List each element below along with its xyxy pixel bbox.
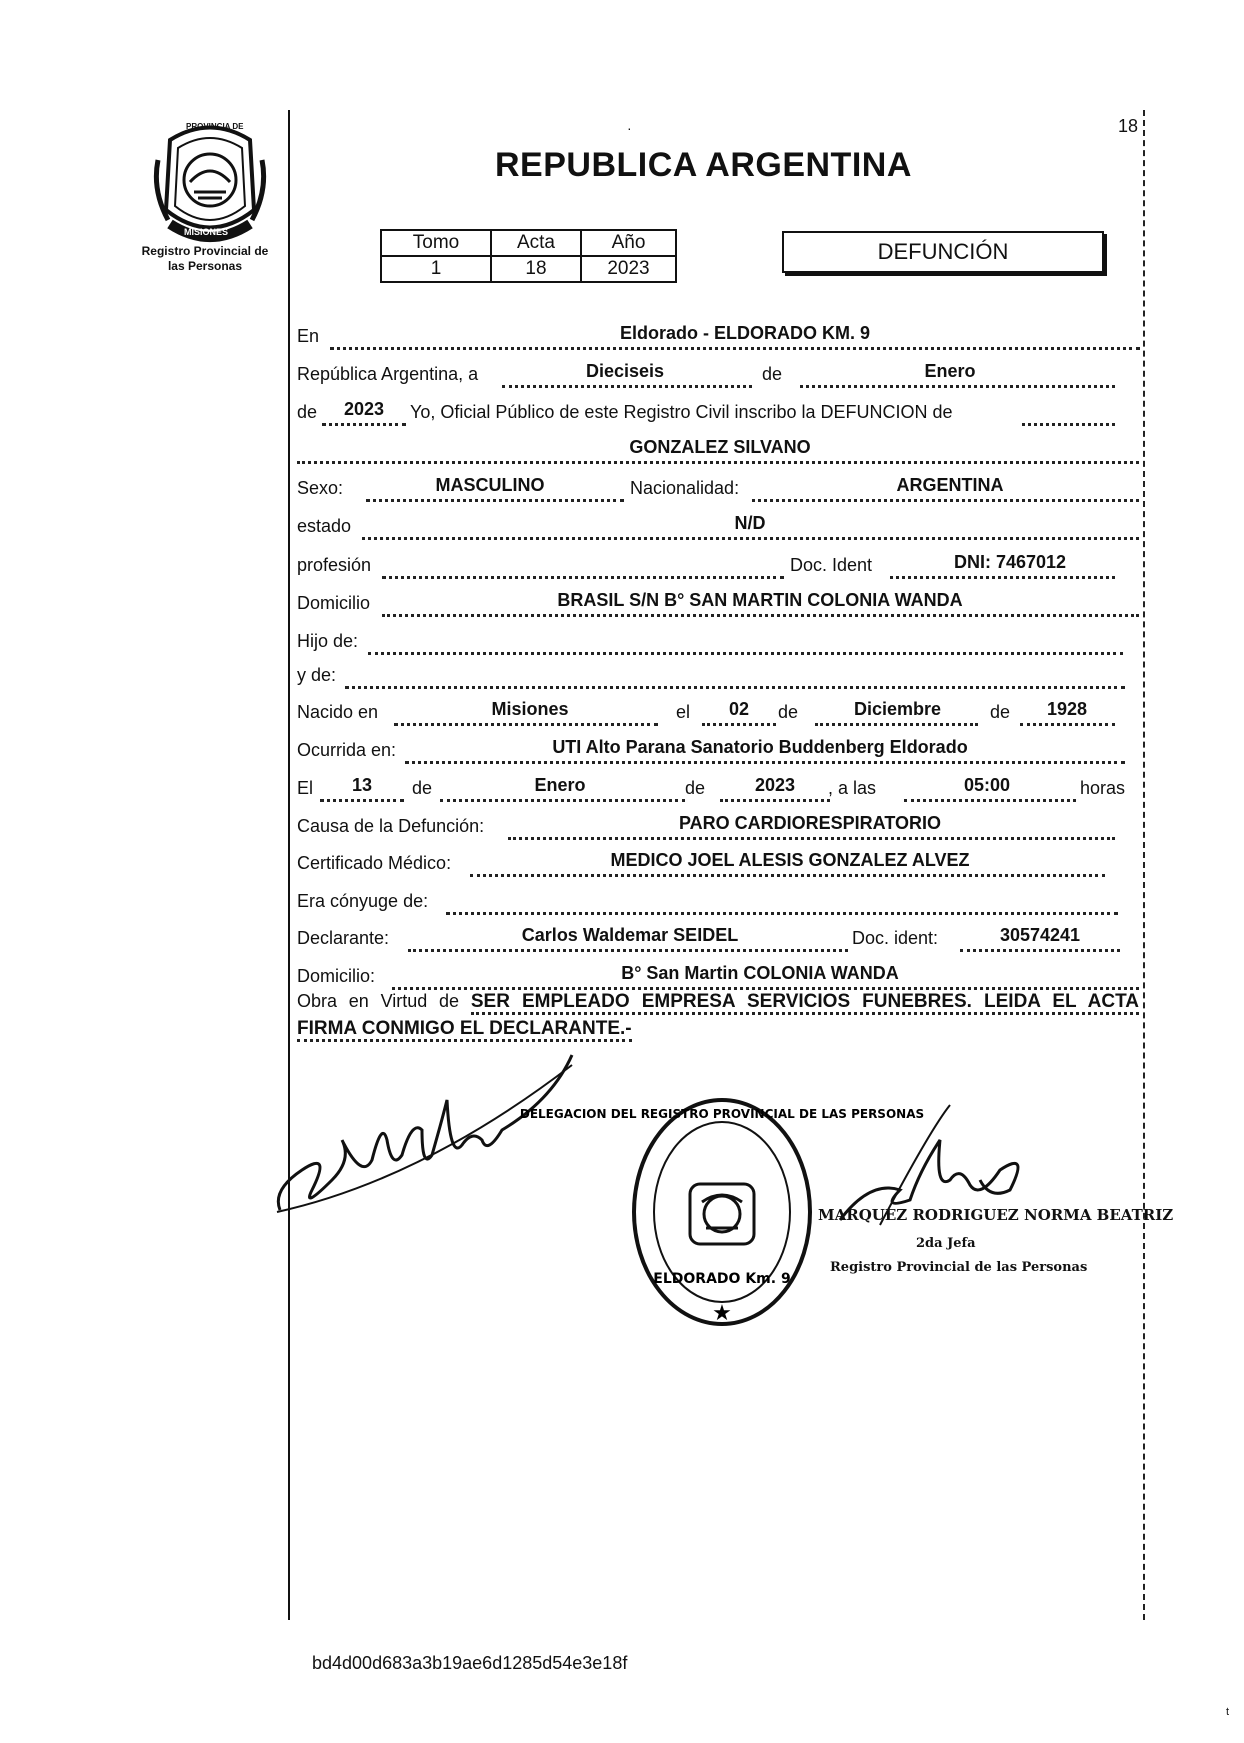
ocurrida-value: UTI Alto Parana Sanatorio Buddenberg Eldorado [552, 737, 968, 757]
nacido-anio: 1928 [1046, 699, 1088, 719]
tomo-header: Tomo [381, 230, 491, 256]
nacido-mes: Diciembre [853, 699, 942, 719]
dotted-line [408, 949, 848, 952]
en-label: En [297, 326, 320, 346]
domicilio-value: BRASIL S/N B° SAN MARTIN COLONIA WANDA [557, 590, 963, 610]
dotted-line [502, 385, 752, 388]
republica-label: República Argentina, a [297, 364, 479, 384]
dotted-line [508, 837, 1115, 840]
de-label: de [685, 778, 706, 798]
declarant-signature [272, 1060, 572, 1220]
estado-value: N/D [734, 513, 766, 533]
profesion-label: profesión [297, 555, 372, 575]
alas-label: , a las [828, 778, 877, 798]
acta-header: Acta [491, 230, 581, 256]
intro-text: Yo, Oficial Público de este Registro Civil inscribo la DEFUNCION de [410, 402, 953, 422]
page-title: REPUBLICA ARGENTINA [495, 146, 912, 184]
nacido-dia: 02 [728, 699, 750, 719]
dotted-line [752, 499, 1139, 502]
dotted-line [1020, 723, 1115, 726]
dotted-line [720, 799, 830, 802]
causa-label: Causa de la Defunción: [297, 816, 485, 836]
dotted-line [320, 799, 404, 802]
org-line-2: las Personas [167, 259, 243, 273]
obra-label: Obra en Virtud de [297, 991, 460, 1011]
anio-header: Año [581, 230, 676, 256]
dotted-line [322, 423, 406, 426]
causa-value: PARO CARDIORESPIRATORIO [678, 813, 942, 833]
dotted-line [440, 799, 685, 802]
estado-label: estado [297, 516, 352, 536]
obra-text-1: SER EMPLEADO EMPRESA SERVICIOS FUNEBRES. LEIDA EL ACTA [471, 991, 1139, 1015]
dotted-line [382, 614, 1139, 617]
muerte-mes: Enero [534, 775, 586, 795]
doc-ident-value: DNI: 7467012 [953, 552, 1067, 572]
dotted-line [394, 723, 658, 726]
declarante-label: Declarante: [297, 928, 390, 948]
dotted-line [1022, 423, 1115, 426]
registry-table [380, 229, 677, 283]
de-label: de [412, 778, 433, 798]
dotted-line [345, 686, 1125, 689]
declarante-domicilio: B° San Martin COLONIA WANDA [621, 963, 899, 983]
sexo-label: Sexo: [297, 478, 344, 498]
muerte-dia: 13 [351, 775, 373, 795]
signatory-name: MARQUEZ RODRIGUEZ NORMA BEATRIZ [818, 1206, 1174, 1224]
day-written: Dieciseis [585, 361, 665, 381]
logo-text-bottom: MISIONES [184, 227, 229, 237]
anio-value: 2023 [581, 256, 676, 282]
mark: t [1226, 1706, 1230, 1718]
dotted-line [960, 949, 1120, 952]
domicilio-label: Domicilio [297, 593, 371, 613]
svg-text:★: ★ [712, 1301, 732, 1326]
acta-value: 18 [491, 256, 581, 282]
nacionalidad-label: Nacionalidad: [630, 478, 740, 498]
dotted-line [405, 761, 1125, 764]
obra-paragraph [297, 988, 1139, 1042]
dotted-line [446, 912, 1118, 915]
dotted-line [815, 723, 978, 726]
deceased-name: GONZALEZ SILVANO [629, 437, 811, 457]
certificado-label: Certificado Médico: [297, 853, 452, 873]
hijo-label: Hijo de: [297, 631, 359, 651]
stamp-ring-text: DELEGACION DEL REGISTRO PROVINCIAL DE LAS PERSONAS [519, 1107, 925, 1121]
El-label: El [297, 778, 314, 798]
org-line-1: Registro Provincial de [141, 244, 269, 258]
official-stamp [519, 1098, 925, 1326]
horas-label: horas [1080, 778, 1126, 798]
tomo-value: 1 [381, 256, 491, 282]
dotted-line [297, 461, 1139, 464]
dotted-line [890, 576, 1115, 579]
dotted-line [366, 499, 624, 502]
en-value: Eldorado - ELDORADO KM. 9 [619, 323, 870, 343]
conyuge-label: Era cónyuge de: [297, 891, 429, 911]
signatory-office: Registro Provincial de las Personas [830, 1260, 1088, 1275]
document-hash: bd4d00d683a3b19ae6d1285d54e3e18f [312, 1653, 628, 1673]
obra-text-2: FIRMA CONMIGO EL DECLARANTE.- [297, 1018, 632, 1042]
dotted-line [362, 537, 1139, 540]
el-label: el [676, 702, 691, 722]
organization-name [120, 244, 290, 274]
doc-ident-label: Doc. Ident [790, 555, 873, 575]
de-label: de [297, 402, 318, 422]
sexo-value: MASCULINO [435, 475, 545, 495]
misiones-seal-logo [150, 120, 270, 250]
year-value: 2023 [343, 399, 385, 419]
de-label: de [762, 364, 783, 384]
stamp-inner-text: ELDORADO Km. 9 [653, 1271, 791, 1287]
page-number: 18 [1118, 116, 1139, 136]
nacido-lugar: Misiones [491, 699, 569, 719]
de-label: de [990, 702, 1011, 722]
doc-ident2-label: Doc. ident: [852, 928, 939, 948]
right-border-line [1143, 110, 1145, 1620]
signatory-role: 2da Jefa [916, 1236, 976, 1251]
ocurrida-label: Ocurrida en: [297, 740, 397, 760]
yde-label: y de: [297, 665, 337, 685]
certificado-value: MEDICO JOEL ALESIS GONZALEZ ALVEZ [610, 850, 970, 870]
dotted-line [368, 652, 1123, 655]
document-type-box: DEFUNCIÓN [782, 231, 1104, 273]
dotted-line [702, 723, 776, 726]
dotted-line [904, 799, 1076, 802]
nacido-label: Nacido en [297, 702, 379, 722]
dotted-line [470, 874, 1105, 877]
hora-value: 05:00 [963, 775, 1011, 795]
dotted-line [382, 576, 784, 579]
dotted-line [800, 385, 1115, 388]
muerte-anio: 2023 [754, 775, 796, 795]
mark: · [627, 120, 632, 136]
de-label: de [778, 702, 799, 722]
month-value: Enero [924, 361, 976, 381]
logo-text-top: PROVINCIA DE [186, 122, 244, 131]
dotted-line [330, 347, 1140, 350]
left-border-line [288, 110, 290, 1620]
declarante-doc: 30574241 [999, 925, 1081, 945]
declarante-value: Carlos Waldemar SEIDEL [521, 925, 739, 945]
nacionalidad-value: ARGENTINA [896, 475, 1004, 495]
domicilio2-label: Domicilio: [297, 966, 376, 986]
